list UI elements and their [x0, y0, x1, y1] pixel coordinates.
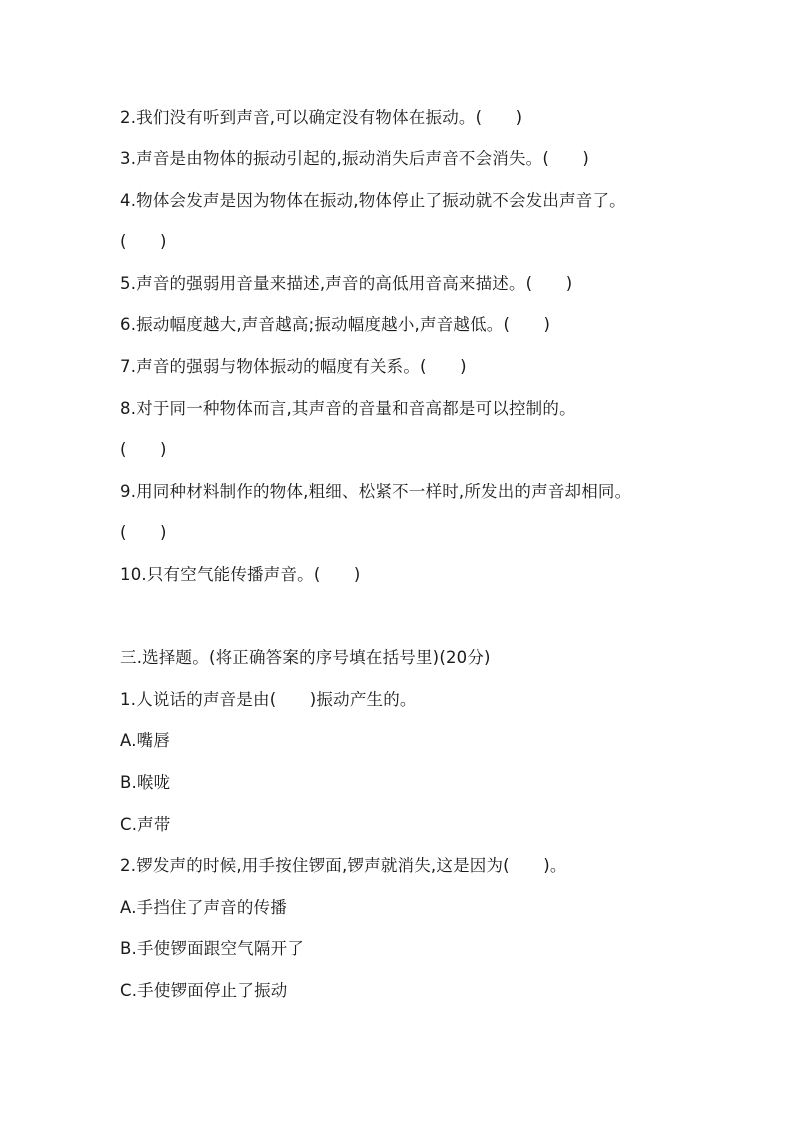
choice-question-2: 2.锣发声的时候,用手按住锣面,锣声就消失,这是因为( )。: [120, 856, 567, 875]
judge-item-4: 4.物体会发声是因为物体在振动,物体停止了振动就不会发出声音了。: [120, 191, 626, 210]
section-heading-choice: 三.选择题。(将正确答案的序号填在括号里)(20分): [120, 648, 491, 667]
judge-item-7: 7.声音的强弱与物体振动的幅度有关系。( ): [120, 357, 467, 376]
choice-question-1: 1.人说话的声音是由( )振动产生的。: [120, 690, 417, 709]
judge-item-9: 9.用同种材料制作的物体,粗细、松紧不一样时,所发出的声音却相同。: [120, 482, 632, 501]
judge-item-5: 5.声音的强弱用音量来描述,声音的高低用音高来描述。( ): [120, 274, 573, 293]
judge-item-8: 8.对于同一种物体而言,其声音的音量和音高都是可以控制的。: [120, 399, 576, 418]
choice-option-1b: B.喉咙: [120, 773, 171, 792]
choice-option-2c: C.手使锣面停止了振动: [120, 981, 288, 1000]
choice-option-1a: A.嘴唇: [120, 731, 171, 750]
judge-item-4-bracket: ( ): [120, 232, 167, 251]
judge-item-8-bracket: ( ): [120, 440, 167, 459]
judge-item-6: 6.振动幅度越大,声音越高;振动幅度越小,声音越低。( ): [120, 315, 551, 334]
judge-item-10: 10.只有空气能传播声音。( ): [120, 565, 361, 584]
choice-option-2b: B.手使锣面跟空气隔开了: [120, 939, 304, 958]
judge-item-2: 2.我们没有听到声音,可以确定没有物体在振动。( ): [120, 108, 523, 127]
choice-option-1c: C.声带: [120, 815, 171, 834]
judge-item-9-bracket: ( ): [120, 523, 167, 542]
choice-option-2a: A.手挡住了声音的传播: [120, 898, 287, 917]
judge-item-3: 3.声音是由物体的振动引起的,振动消失后声音不会消失。( ): [120, 149, 590, 168]
